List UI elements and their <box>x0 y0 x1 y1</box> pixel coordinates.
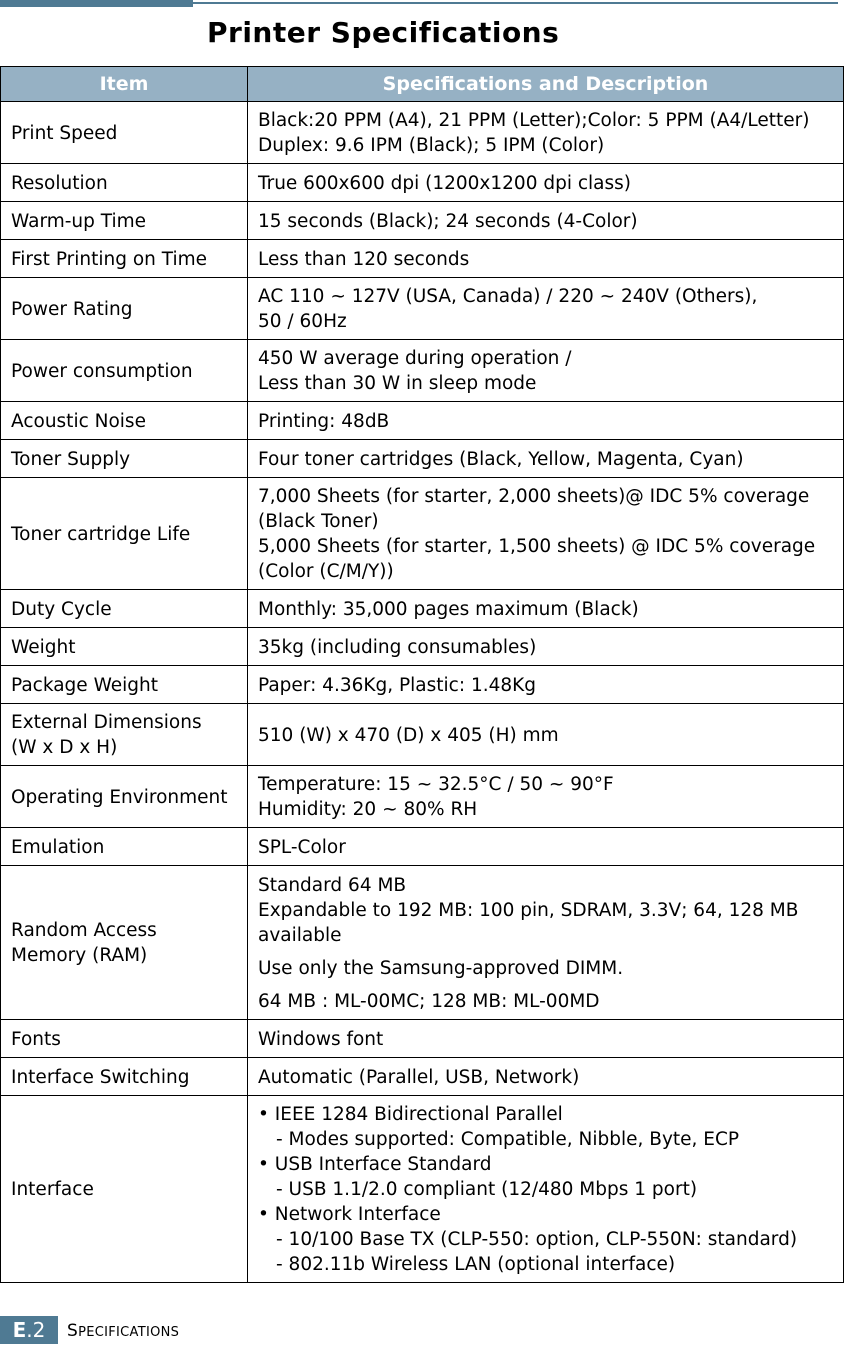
table-row <box>1 1058 844 1096</box>
table-row <box>1 590 844 628</box>
description-line: 5,000 Sheets (for starter, 1,500 sheets) @ IDC 5% coverage (Color (C/M/Y)) <box>258 536 816 582</box>
description-line: Humidity: 20 ~ 80% RH <box>258 799 478 820</box>
row-item: Random Access Memory (RAM) <box>1 866 248 1020</box>
table-row <box>1 202 844 240</box>
row-item: Duty Cycle <box>1 590 248 628</box>
table-row <box>1 278 844 340</box>
row-description <box>248 402 844 440</box>
section-rest: PECIFICATIONS <box>78 1325 180 1340</box>
header-rule <box>193 2 838 4</box>
description-line: - 802.11b Wireless LAN (optional interface) <box>276 1254 676 1275</box>
column-header-item: Item <box>1 67 248 102</box>
description-line: 15 seconds (Black); 24 seconds (4-Color) <box>258 210 638 232</box>
table-row <box>1 1096 844 1283</box>
description-line: Black:20 PPM (A4), 21 PPM (Letter);Color: 5 PPM (A4/Letter) <box>258 110 810 131</box>
row-item: Acoustic Noise <box>1 402 248 440</box>
footer-section-label <box>67 1318 179 1346</box>
description-line: Monthly: 35,000 pages maximum (Black) <box>258 598 639 620</box>
description-line: Printing: 48dB <box>258 410 390 432</box>
table-row <box>1 828 844 866</box>
table-row <box>1 340 844 402</box>
row-item: Interface Switching <box>1 1058 248 1096</box>
description-line: Paper: 4.36Kg, Plastic: 1.48Kg <box>258 674 537 696</box>
description-line: 510 (W) x 470 (D) x 405 (H) mm <box>258 724 559 746</box>
table-row <box>1 102 844 164</box>
table-row <box>1 402 844 440</box>
row-item: Interface <box>1 1096 248 1283</box>
column-header-spec: Specifications and Description <box>248 67 844 102</box>
row-description <box>248 866 844 1020</box>
row-item: Operating Environment <box>1 766 248 828</box>
page-section-letter: E <box>12 1318 27 1342</box>
description-line: True 600x600 dpi (1200x1200 dpi class) <box>258 172 631 194</box>
table-row <box>1 866 844 1020</box>
description-line: AC 110 ~ 127V (USA, Canada) / 220 ~ 240V (Others), <box>258 286 758 307</box>
description-line: 64 MB : ML-00MC; 128 MB: ML-00MD <box>258 990 600 1012</box>
description-line: Four toner cartridges (Black, Yellow, Magenta, Cyan) <box>258 448 744 470</box>
description-line: Use only the Samsung-approved DIMM. <box>258 957 624 979</box>
row-item: Resolution <box>1 164 248 202</box>
page-number-badge <box>0 1316 58 1344</box>
table-row <box>1 164 844 202</box>
description-line: • Network Interface <box>258 1204 441 1225</box>
section-initial: S <box>67 1321 79 1341</box>
description-line: - 10/100 Base TX (CLP-550: option, CLP-550N: standard) <box>276 1229 798 1250</box>
row-item: Toner Supply <box>1 440 248 478</box>
description-line: Automatic (Parallel, USB, Network) <box>258 1066 580 1088</box>
row-description <box>248 478 844 590</box>
table-header-row <box>1 67 844 102</box>
row-description <box>248 440 844 478</box>
description-line: 50 / 60Hz <box>258 311 347 332</box>
table-row <box>1 666 844 704</box>
row-description <box>248 628 844 666</box>
row-description <box>248 1096 844 1283</box>
table-row <box>1 704 844 766</box>
description-line: Duplex: 9.6 IPM (Black); 5 IPM (Color) <box>258 135 605 156</box>
header-accent-bar <box>0 0 193 7</box>
description-line: SPL-Color <box>258 836 346 858</box>
description-line: - Modes supported: Compatible, Nibble, Byte, ECP <box>276 1129 740 1150</box>
description-line: 35kg (including consumables) <box>258 636 537 658</box>
description-line: 7,000 Sheets (for starter, 2,000 sheets)@ IDC 5% coverage (Black Toner) <box>258 486 810 532</box>
spec-table <box>0 66 844 1283</box>
table-row <box>1 766 844 828</box>
row-item-line: External Dimensions <box>11 712 202 733</box>
row-item: First Printing on Time <box>1 240 248 278</box>
row-description <box>248 828 844 866</box>
row-description <box>248 202 844 240</box>
row-description <box>248 278 844 340</box>
table-row <box>1 1020 844 1058</box>
description-line: Expandable to 192 MB: 100 pin, SDRAM, 3.3V; 64, 128 MB available <box>258 899 799 946</box>
table-row <box>1 628 844 666</box>
row-description <box>248 240 844 278</box>
row-item: Power Rating <box>1 278 248 340</box>
description-line: • USB Interface Standard <box>258 1154 492 1175</box>
description-line: Less than 30 W in sleep mode <box>258 373 537 394</box>
row-description <box>248 666 844 704</box>
row-item: Print Speed <box>1 102 248 164</box>
description-line: • IEEE 1284 Bidirectional Parallel <box>258 1104 563 1125</box>
description-line: Standard 64 MB <box>258 874 407 896</box>
table-row <box>1 440 844 478</box>
row-description <box>248 1058 844 1096</box>
row-item: Package Weight <box>1 666 248 704</box>
row-description <box>248 590 844 628</box>
row-description <box>248 164 844 202</box>
page-number: .2 <box>26 1318 46 1342</box>
row-item: Weight <box>1 628 248 666</box>
table-row <box>1 240 844 278</box>
row-description <box>248 102 844 164</box>
row-item: Warm-up Time <box>1 202 248 240</box>
row-item <box>1 704 248 766</box>
description-line: Windows font <box>258 1028 384 1050</box>
table-row <box>1 478 844 590</box>
row-item: Emulation <box>1 828 248 866</box>
row-description <box>248 340 844 402</box>
description-line: Less than 120 seconds <box>258 248 470 270</box>
row-description <box>248 704 844 766</box>
row-item: Power consumption <box>1 340 248 402</box>
row-item: Fonts <box>1 1020 248 1058</box>
row-item: Toner cartridge Life <box>1 478 248 590</box>
page-title: Printer Specifications <box>207 16 560 49</box>
description-line: - USB 1.1/2.0 compliant (12/480 Mbps 1 port) <box>276 1179 698 1200</box>
row-description <box>248 1020 844 1058</box>
row-item-line: (W x D x H) <box>11 737 118 758</box>
row-description <box>248 766 844 828</box>
description-line: Temperature: 15 ~ 32.5°C / 50 ~ 90°F <box>258 774 614 795</box>
description-line: 450 W average during operation / <box>258 348 572 369</box>
